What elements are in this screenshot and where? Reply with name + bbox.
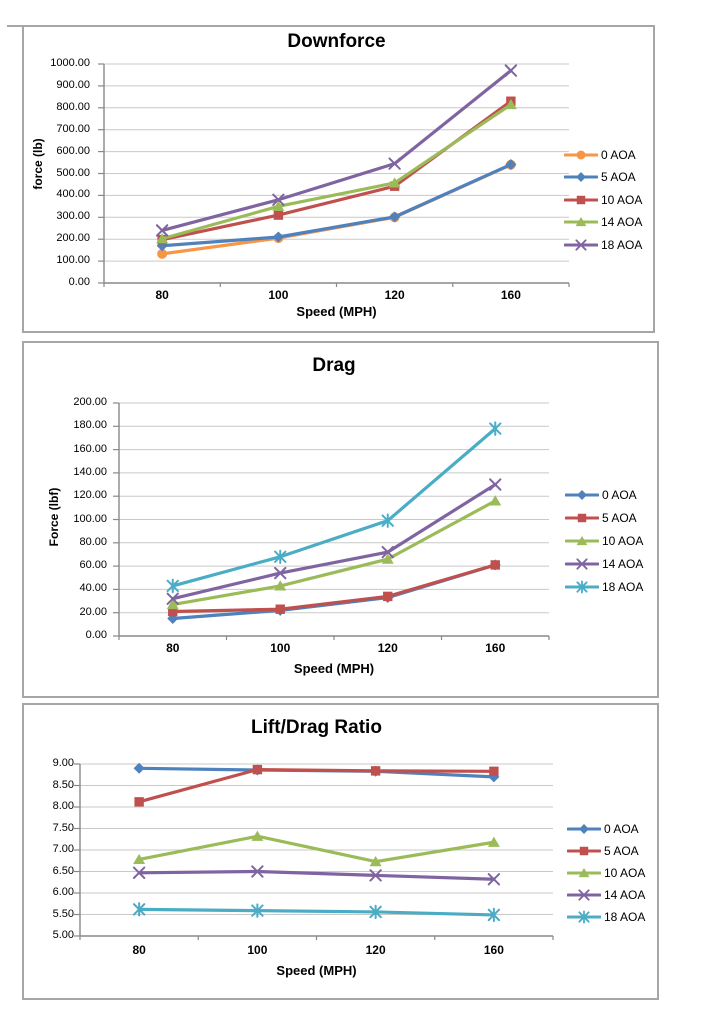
- legend-item: [564, 192, 642, 208]
- y-tick-label: 140.00: [73, 465, 107, 478]
- x-axis-title: Speed (MPH): [296, 304, 377, 319]
- legend-label: 0 AOA: [602, 488, 637, 502]
- legend-label: 14 AOA: [602, 557, 644, 571]
- legend-item: [567, 909, 645, 925]
- y-tick-label: 6.50: [52, 864, 74, 877]
- y-tick-label: 120.00: [73, 489, 107, 502]
- legend-label: 14 AOA: [604, 888, 646, 902]
- chart-title: Lift/Drag Ratio: [251, 717, 382, 738]
- legend-item: [564, 169, 636, 185]
- data-point-marker: [134, 797, 143, 806]
- y-tick-label: 1000.00: [50, 57, 90, 69]
- legend-label: 18 AOA: [601, 237, 643, 252]
- x-tick-label: 80: [166, 641, 180, 655]
- legend-swatch: [565, 511, 599, 525]
- y-tick-label: 20.00: [79, 605, 107, 618]
- y-tick-label: 0.00: [68, 276, 90, 288]
- legend-swatch: [565, 488, 599, 502]
- legend-swatch: [564, 215, 598, 229]
- data-point-marker: [580, 847, 588, 855]
- data-point-marker: [578, 514, 586, 522]
- y-tick-label: 80.00: [79, 535, 107, 548]
- legend-swatch: [565, 534, 599, 548]
- legend-swatch: [564, 170, 598, 184]
- x-tick-label: 100: [270, 641, 291, 655]
- y-tick-label: 800.00: [56, 100, 90, 113]
- legend-label: 10 AOA: [602, 534, 644, 548]
- chart-title: Drag: [312, 355, 356, 376]
- x-axis-title: Speed (MPH): [293, 661, 375, 676]
- y-tick-label: 180.00: [73, 419, 107, 432]
- legend-item: [564, 214, 642, 230]
- legend-swatch: [567, 844, 601, 858]
- y-tick-label: 200.00: [56, 232, 90, 245]
- x-tick-label: 80: [132, 943, 146, 957]
- y-tick-label: 8.00: [52, 800, 74, 812]
- y-tick-label: 40.00: [79, 582, 107, 595]
- y-tick-label: 200.00: [73, 396, 107, 408]
- legend-swatch: [567, 888, 601, 902]
- data-point-marker: [276, 605, 285, 614]
- legend-label: 5 AOA: [604, 844, 639, 858]
- x-tick-label: 120: [365, 943, 386, 957]
- legend-label: 18 AOA: [604, 910, 646, 924]
- legend-item: [565, 510, 637, 526]
- plot-area: [24, 705, 661, 1002]
- series-line: [162, 101, 511, 239]
- legend-swatch: [567, 866, 601, 880]
- data-point-marker: [489, 495, 501, 505]
- x-tick-label: 100: [247, 943, 268, 957]
- series-line: [162, 105, 511, 239]
- legend-item: [567, 821, 639, 837]
- series-line: [139, 872, 494, 880]
- y-tick-label: 60.00: [79, 559, 107, 572]
- y-tick-label: 100.00: [73, 512, 107, 525]
- legend-swatch: [564, 238, 598, 252]
- data-point-marker: [490, 422, 500, 434]
- y-tick-label: 6.00: [52, 886, 74, 898]
- chart-panel-lift-drag-ratio[interactable]: [22, 703, 659, 1000]
- chart-panel-drag[interactable]: [22, 341, 659, 698]
- data-point-marker: [576, 172, 586, 182]
- legend-label: 5 AOA: [602, 511, 637, 525]
- plot-area: [24, 27, 657, 335]
- series-line: [162, 165, 511, 246]
- x-tick-label: 80: [155, 288, 169, 302]
- legend-item: [567, 887, 645, 903]
- data-point-marker: [577, 151, 586, 160]
- y-axis-title: Force (lbf): [47, 487, 61, 547]
- legend-item: [565, 487, 637, 503]
- legend-swatch: [565, 580, 599, 594]
- data-point-marker: [274, 210, 283, 219]
- legend-item: [565, 556, 643, 572]
- data-point-marker: [491, 560, 500, 569]
- x-tick-label: 160: [500, 288, 521, 302]
- legend-swatch: [564, 193, 598, 207]
- x-tick-label: 160: [485, 641, 506, 655]
- series-line: [162, 71, 511, 231]
- data-point-marker: [383, 592, 392, 601]
- legend-item: [567, 865, 645, 881]
- y-tick-label: 160.00: [73, 442, 107, 455]
- legend-item: [567, 843, 639, 859]
- legend-item: [564, 147, 636, 163]
- data-point-marker: [577, 490, 587, 500]
- y-tick-label: 900.00: [56, 78, 90, 91]
- y-tick-label: 5.50: [52, 907, 74, 920]
- x-tick-label: 120: [384, 288, 405, 302]
- legend-label: 10 AOA: [601, 192, 643, 207]
- y-tick-label: 400.00: [56, 188, 90, 201]
- legend-item: [564, 237, 642, 253]
- chart-title: Downforce: [287, 31, 386, 52]
- y-tick-label: 600.00: [56, 144, 90, 157]
- y-tick-label: 7.50: [52, 821, 74, 834]
- data-point-marker: [489, 767, 498, 776]
- legend-swatch: [565, 557, 599, 571]
- series-line: [173, 485, 496, 599]
- data-point-marker: [506, 65, 516, 75]
- y-axis-title: force (lb): [31, 138, 45, 190]
- y-tick-label: 8.50: [52, 778, 74, 791]
- y-tick-label: 300.00: [56, 210, 90, 223]
- legend-label: 0 AOA: [604, 822, 639, 836]
- data-point-marker: [490, 479, 500, 489]
- x-tick-label: 120: [377, 641, 398, 655]
- data-point-marker: [389, 211, 400, 222]
- y-tick-label: 100.00: [56, 254, 90, 267]
- data-point-marker: [505, 159, 516, 170]
- data-point-marker: [253, 765, 262, 774]
- legend-item: [565, 579, 643, 595]
- legend-label: 0 AOA: [601, 148, 636, 162]
- legend-swatch: [567, 822, 601, 836]
- chart-panel-downforce[interactable]: [22, 25, 655, 333]
- legend-label: 5 AOA: [601, 170, 636, 185]
- legend-item: [565, 533, 643, 549]
- legend-swatch: [567, 910, 601, 924]
- data-point-marker: [579, 824, 589, 834]
- legend-label: 18 AOA: [602, 580, 644, 594]
- x-axis-title: Speed (MPH): [276, 963, 357, 978]
- data-point-marker: [371, 766, 380, 775]
- x-tick-label: 100: [268, 288, 289, 302]
- y-tick-label: 0.00: [85, 629, 107, 641]
- x-tick-label: 160: [483, 943, 504, 957]
- series-line: [139, 836, 494, 861]
- legend-swatch: [564, 148, 598, 162]
- data-point-marker: [577, 196, 585, 204]
- legend-label: 14 AOA: [601, 215, 643, 230]
- y-tick-label: 500.00: [56, 166, 90, 179]
- y-tick-label: 9.00: [52, 757, 74, 769]
- y-tick-label: 7.00: [52, 843, 74, 855]
- legend-label: 10 AOA: [604, 866, 646, 880]
- y-tick-label: 5.00: [52, 929, 74, 941]
- y-tick-label: 700.00: [56, 122, 90, 135]
